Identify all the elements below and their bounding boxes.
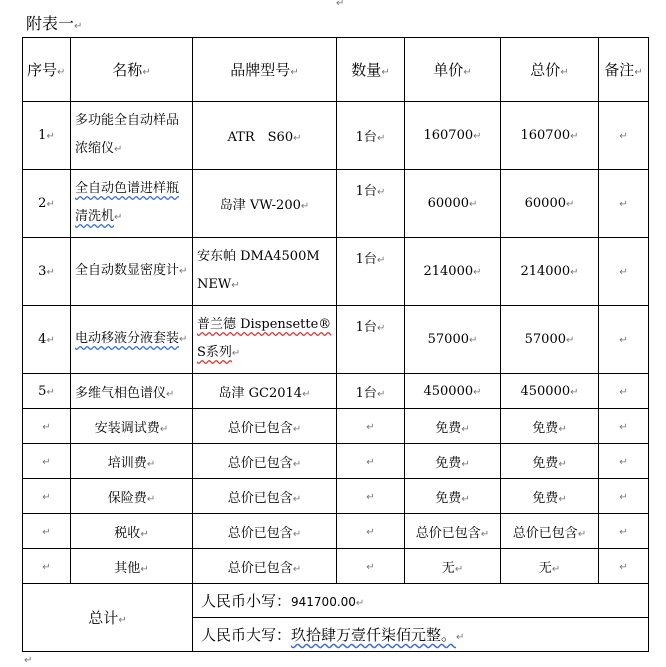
cell-index: 2↵	[23, 170, 71, 238]
cell-brand-model: 总价已包含↵	[193, 409, 337, 444]
cell-unit-price: 450000↵	[405, 374, 501, 409]
cell-remark: ↵	[599, 409, 649, 444]
cell-brand-model: 安东帕 DMA4500M NEW↵	[193, 238, 337, 306]
cell-brand-model: 总价已包含↵	[193, 549, 337, 584]
cell-brand-model: 岛津 GC2014↵	[193, 374, 337, 409]
cell-fee-name: 税收↵	[71, 514, 193, 549]
fee-row	[23, 514, 649, 549]
fee-row	[23, 549, 649, 584]
cell-total-price: 免费↵	[501, 444, 599, 479]
cell-unit-price: 57000↵	[405, 306, 501, 374]
cell-unit-price: 160700↵	[405, 102, 501, 170]
cell-quantity: 1台↵	[337, 102, 405, 170]
cell-total-price: 160700↵	[501, 102, 599, 170]
cell-quantity: ↵	[337, 444, 405, 479]
paragraph-mark: ↵	[336, 0, 345, 9]
cell-total-price: 总价已包含↵	[501, 514, 599, 549]
cell-remark: ↵	[599, 102, 649, 170]
cell-quantity: ↵	[337, 409, 405, 444]
cell-index: ↵	[23, 444, 71, 479]
paragraph-mark: ↵	[24, 655, 33, 666]
cell-name: 多维气相色谱仪↵	[71, 374, 193, 409]
cell-brand-model: 总价已包含↵	[193, 514, 337, 549]
cell-index: ↵	[23, 549, 71, 584]
cell-index: 5↵	[23, 374, 71, 409]
header-name: 名称↵	[71, 38, 193, 102]
cell-quantity: 1台↵	[337, 306, 405, 374]
cell-unit-price: 免费↵	[405, 409, 501, 444]
table-row	[23, 102, 649, 170]
cell-quantity: ↵	[337, 479, 405, 514]
cell-index: 1↵	[23, 102, 71, 170]
cell-name: 多功能全自动样品浓缩仪↵	[71, 102, 193, 170]
total-small: 人民币小写：941700.00↵	[193, 584, 649, 618]
cell-remark: ↵	[599, 170, 649, 238]
cell-fee-name: 培训费↵	[71, 444, 193, 479]
cell-remark: ↵	[599, 549, 649, 584]
cell-brand-model: 总价已包含↵	[193, 444, 337, 479]
total-row	[23, 584, 649, 618]
cell-brand-model: 普兰德 Dispensette® S系列↵	[193, 306, 337, 374]
cell-name: 电动移液分液套装↵	[71, 306, 193, 374]
table-row	[23, 238, 649, 306]
cell-quantity: 1台↵	[337, 170, 405, 238]
cell-name: 全自动色谱进样瓶清洗机↵	[71, 170, 193, 238]
cell-index: 4↵	[23, 306, 71, 374]
header-quantity: 数量↵	[337, 38, 405, 102]
cell-remark: ↵	[599, 514, 649, 549]
cell-total-price: 60000↵	[501, 170, 599, 238]
cell-quantity: ↵	[337, 549, 405, 584]
cell-remark: ↵	[599, 238, 649, 306]
table-row	[23, 306, 649, 374]
cell-total-price: 免费↵	[501, 479, 599, 514]
header-index: 序号↵	[23, 38, 71, 102]
table-row	[23, 374, 649, 409]
cell-name: 全自动数显密度计↵	[71, 238, 193, 306]
cell-unit-price: 214000↵	[405, 238, 501, 306]
fee-row	[23, 409, 649, 444]
total-big: 人民币大写：玖拾肆万壹仟柒佰元整。↵	[193, 618, 649, 652]
table-caption: 附表一↵	[26, 14, 83, 33]
cell-unit-price: 免费↵	[405, 444, 501, 479]
cell-fee-name: 保险费↵	[71, 479, 193, 514]
cell-remark: ↵	[599, 306, 649, 374]
cell-fee-name: 安装调试费↵	[71, 409, 193, 444]
header-remark: 备注↵	[599, 38, 649, 102]
cell-brand-model: 总价已包含↵	[193, 479, 337, 514]
header-row	[23, 38, 649, 102]
cell-remark: ↵	[599, 374, 649, 409]
cell-quantity: ↵	[337, 514, 405, 549]
cell-quantity: 1台↵	[337, 238, 405, 306]
cell-total-price: 214000↵	[501, 238, 599, 306]
cell-remark: ↵	[599, 479, 649, 514]
table-row	[23, 170, 649, 238]
cell-total-price: 无↵	[501, 549, 599, 584]
cell-index: 3↵	[23, 238, 71, 306]
cell-index: ↵	[23, 409, 71, 444]
cell-index: ↵	[23, 479, 71, 514]
cell-fee-name: 其他↵	[71, 549, 193, 584]
cell-brand-model: ATR S60↵	[193, 102, 337, 170]
cell-index: ↵	[23, 514, 71, 549]
cell-unit-price: 总价已包含↵	[405, 514, 501, 549]
price-table	[22, 37, 649, 652]
cell-total-price: 57000↵	[501, 306, 599, 374]
header-unit-price: 单价↵	[405, 38, 501, 102]
cell-unit-price: 免费↵	[405, 479, 501, 514]
cell-unit-price: 60000↵	[405, 170, 501, 238]
cell-quantity: 1台↵	[337, 374, 405, 409]
cell-brand-model: 岛津 VW-200↵	[193, 170, 337, 238]
cell-unit-price: 无↵	[405, 549, 501, 584]
cell-remark: ↵	[599, 444, 649, 479]
header-total-price: 总价↵	[501, 38, 599, 102]
header-brand-model: 品牌型号↵	[193, 38, 337, 102]
fee-row	[23, 479, 649, 514]
cell-total-price: 450000↵	[501, 374, 599, 409]
cell-total-price: 免费↵	[501, 409, 599, 444]
total-label: 总计↵	[23, 584, 193, 652]
fee-row	[23, 444, 649, 479]
